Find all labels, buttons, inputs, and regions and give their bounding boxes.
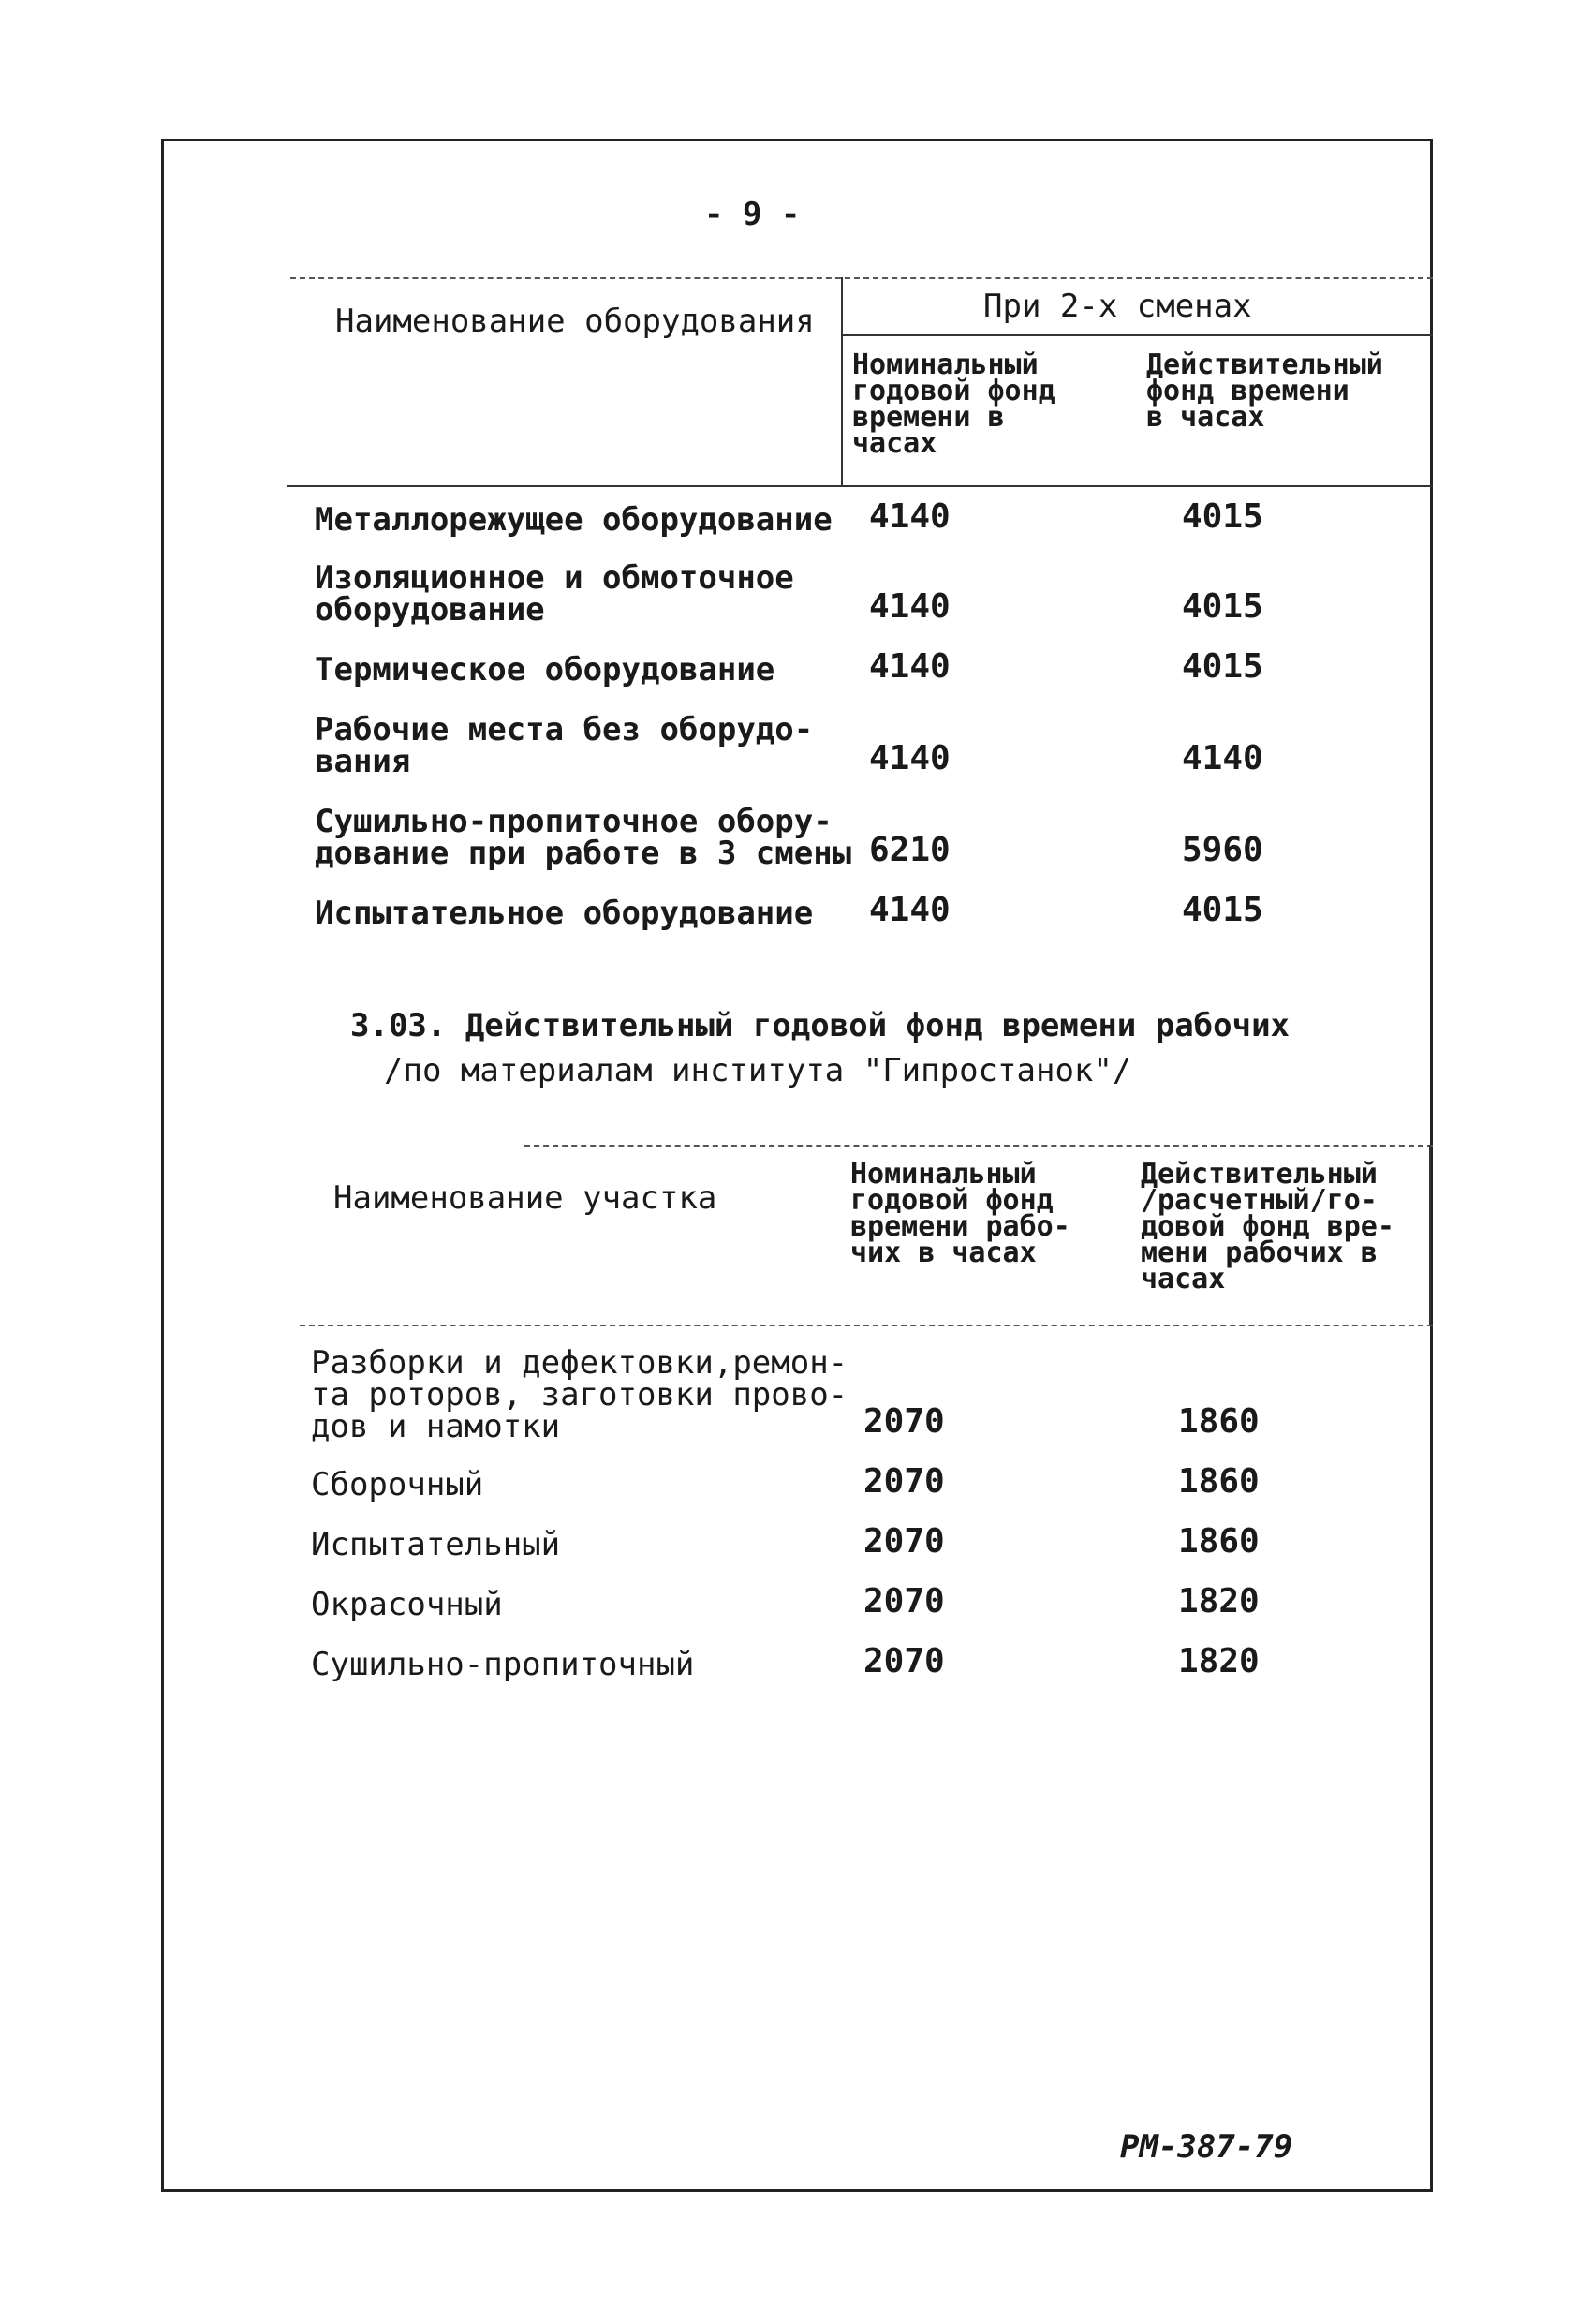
row-actual: 1820 — [1178, 1642, 1260, 1680]
row-actual: 1860 — [1178, 1462, 1260, 1501]
row-nominal: 4140 — [869, 891, 951, 929]
row-name: Окрасочный — [311, 1586, 503, 1623]
row-actual: 1860 — [1178, 1402, 1260, 1441]
row-nominal: 4140 — [869, 497, 951, 536]
table2-col1-header: Наименование участка — [333, 1179, 717, 1217]
table1-group-header: При 2-х сменах — [983, 288, 1252, 325]
row-nominal: 4140 — [869, 587, 951, 626]
row-nominal: 2070 — [863, 1582, 945, 1621]
row-name: Термическое оборудование — [315, 651, 775, 688]
table1-header-rule — [287, 485, 1433, 487]
row-nominal: 2070 — [863, 1402, 945, 1441]
table2-col2-header: Номинальный годовой фонд времени рабо- чих в часах — [850, 1158, 1070, 1269]
table1-col2-header: Номинальный годовой фонд времени в часах — [852, 348, 1055, 460]
table1-top-rule — [290, 277, 1433, 279]
row-name: Металлорежущее оборудование — [315, 501, 833, 539]
table2-col-divider — [1429, 1145, 1431, 1325]
page-number: - 9 - — [704, 196, 801, 233]
table1-group-rule — [841, 334, 1433, 336]
table2-col3-header: Действительный /расчетный/го- довой фонд вре- мени рабочих в часах — [1141, 1158, 1394, 1295]
row-name: Сушильно-пропиточный — [311, 1646, 695, 1683]
section-heading: 3.03. Действительный годовой фонд времени рабочих — [350, 1007, 1291, 1044]
row-name: Сборочный — [311, 1466, 484, 1503]
table2-top-rule — [524, 1145, 1433, 1147]
row-actual: 4015 — [1182, 891, 1263, 929]
row-actual: 4140 — [1182, 739, 1263, 777]
row-nominal: 6210 — [869, 831, 951, 869]
row-actual: 4015 — [1182, 587, 1263, 626]
row-name: Разборки и дефектовки,ремон- та роторов, заготовки прово- дов и намотки — [311, 1344, 848, 1445]
row-name: Испытательное оборудование — [315, 895, 814, 932]
row-nominal: 2070 — [863, 1462, 945, 1501]
row-nominal: 4140 — [869, 647, 951, 686]
section-subheading: /по материалам института "Гипростанок"/ — [384, 1052, 1132, 1089]
table1-col3-header: Действительный фонд времени в часах — [1146, 348, 1383, 434]
document-code: РМ-387-79 — [1120, 2128, 1293, 2166]
row-actual: 5960 — [1182, 831, 1263, 869]
row-nominal: 2070 — [863, 1522, 945, 1561]
row-name: Сушильно-пропиточное обору- дование при работе в 3 смены — [315, 803, 852, 872]
table1-col1-header: Наименование оборудования — [335, 303, 815, 340]
row-actual: 1820 — [1178, 1582, 1260, 1621]
row-name: Изоляционное и обмоточное оборудование — [315, 559, 794, 629]
row-actual: 1860 — [1178, 1522, 1260, 1561]
row-name: Рабочие места без оборудо- вания — [315, 711, 814, 780]
row-actual: 4015 — [1182, 497, 1263, 536]
table2-header-rule — [300, 1325, 1433, 1326]
table1-col-divider — [841, 277, 843, 485]
row-name: Испытательный — [311, 1526, 561, 1563]
row-nominal: 2070 — [863, 1642, 945, 1680]
row-nominal: 4140 — [869, 739, 951, 777]
row-actual: 4015 — [1182, 647, 1263, 686]
